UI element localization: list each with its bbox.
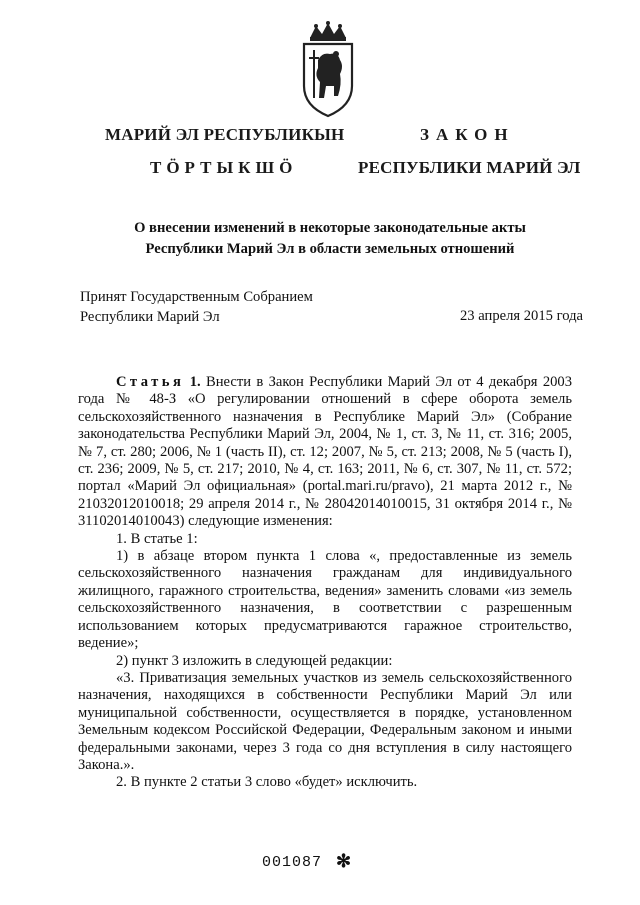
article-1-intro <box>78 374 572 531</box>
header-left-line2: ТӦРТЫКШӦ <box>150 158 298 177</box>
law-title-line2: Республики Марий Эл в области земельных отношений <box>145 241 515 257</box>
header-left-line1: МАРИЙ ЭЛ РЕСПУБЛИКЫН <box>105 125 345 144</box>
article-item-1-1: 1) в абзаце втором пункта 1 слова «, предоставленные из земель сельскохозяйственного назначения гражданам для индивидуального жилищного, гаражного строительства, ведения» заменить словами «из земель сельскохозяйственного назначения, в соответствии с разрешенным использованием которых предусматриваются гаражное строительство, ведение»; <box>78 548 572 652</box>
document-number: 001087 <box>262 854 323 871</box>
article-1 <box>78 374 572 792</box>
article-label: Статья <box>116 374 185 390</box>
article-item-1-2: 2) пункт 3 изложить в следующей редакции: <box>116 652 393 669</box>
coat-of-arms-emblem <box>298 20 358 120</box>
adoption-line1: Принят Государственным Собранием <box>80 289 313 305</box>
article-item-2: 2. В пункте 2 статьи 3 слово «будет» исключить. <box>116 774 418 791</box>
article-intro-text: Внести в Закон Республики Марий Эл от 4 декабря 2003 года № 48-З «О регулировании отношений в сфере оборота земель сельскохозяйственного назначения в Республике Марий Эл» (Собрание законодательства Республики Марий Эл, 2004, № 1, ст. 3, № 11, ст. 316; 2005, № 7, ст. 280; 2006, № 1 (часть II), ст. 12; 2007, № 5, ст. 213; 2008, № 5 (часть I), ст. 236; 2009, № 5, ст. 217; 2010, № 4, ст. 163; 2011, № 6, ст. 307, № 11, ст. 572; портал «Марий Эл официальная» (portal.mari.ru/pravo), 21 марта 2012 г., № 21032012010018; 29 апреля 2014 г., № 28042014010015, 31 октября 2014 г., № 31102014010043) следующие изменения: <box>78 374 573 530</box>
adoption-statement <box>80 287 313 327</box>
asterisk-mark: ✻ <box>336 851 352 871</box>
law-title-line1: О внесении изменений в некоторые законодательные акты <box>134 220 526 236</box>
article-item-1: 1. В статье 1: <box>116 530 198 547</box>
header-right-line1: ЗАКОН <box>420 125 515 144</box>
article-quote: «3. Приватизация земельных участков из земель сельскохозяйственного назначения, находящихся в собственности Республики Марий Эл или муниципальной собственности, осуществляется в порядке, установленном Земельным кодексом Российской Федерации, Федеральным законом и иными федеральными законами, через 3 года со дня вступления в силу настоящего Закона.». <box>78 669 572 773</box>
article-number: 1. <box>189 374 201 390</box>
adoption-date: 23 апреля 2015 года <box>460 308 583 324</box>
law-title <box>80 218 580 260</box>
adoption-line2: Республики Марий Эл <box>80 309 220 325</box>
header-right-line2: РЕСПУБЛИКИ МАРИЙ ЭЛ <box>358 158 581 177</box>
